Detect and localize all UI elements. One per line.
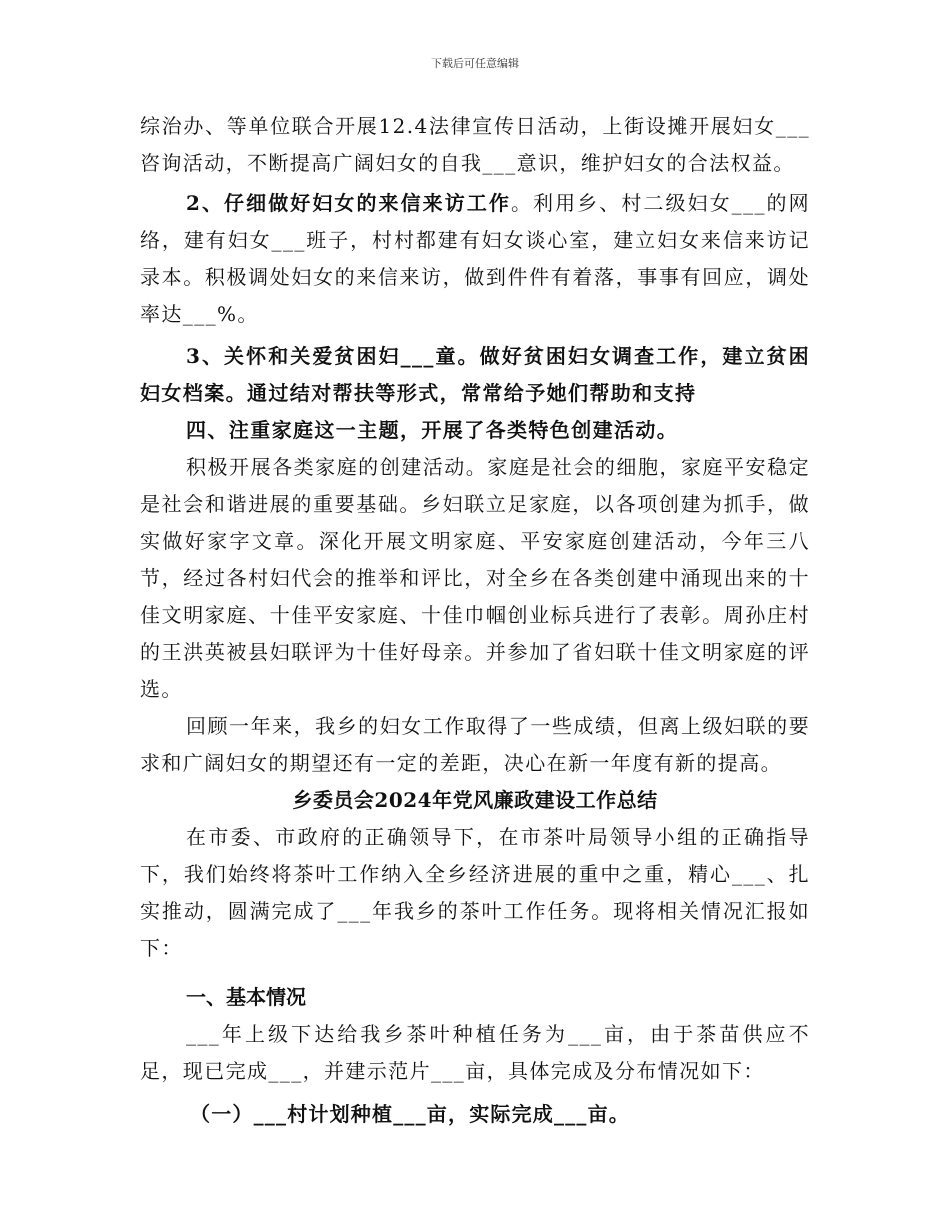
item-2-text: 。利用乡、村二级妇女___的网络，建有妇女___班子，村村都建有妇女谈心室，建立妇女来信来访记录本。积极调处妇女的来信来访，做到件件有着落，事事有回应，调处率达___%。: [140, 191, 811, 326]
section-1-heading: 一、基本情况: [186, 985, 306, 1009]
section-4-heading: 四、注重家庭这一主题，开展了各类特色创建活动。: [186, 418, 679, 442]
document-body: [140, 108, 810, 1133]
subsection-1-heading: （一）___村计划种植___亩，实际完成___亩。: [190, 1102, 630, 1126]
item-2-heading: 2、仔细做好妇女的来信来访工作: [186, 191, 511, 215]
item-3-poor-women: 3、关怀和关爱贫困妇___童。做好贫困妇女调查工作，建立贫困妇女档案。通过结对帮扶等形式，常常给予她们帮助和支持: [140, 344, 810, 405]
page-header: 下载后可任意编辑: [431, 57, 519, 70]
paragraph-letters-visits: [140, 185, 810, 333]
paragraph-introduction: 在市委、市政府的正确领导下，在市茶叶局领导小组的正确指导下，我们始终将茶叶工作纳入全乡经济进展的重中之重，精心___、扎实推动，圆满完成了___年我乡的茶叶工作任务。现将相关情况汇报如下：: [140, 825, 810, 960]
document-title: 乡委员会2024年党风廉政建设工作总结: [292, 788, 658, 812]
paragraph-basic-situation: ___年上级下达给我乡茶叶种植任务为___亩，由于茶苗供应不足，现已完成___，并建示范片___亩，具体完成及分布情况如下：: [140, 1022, 810, 1083]
paragraph-review: 回顾一年来，我乡的妇女工作取得了一些成绩，但离上级妇联的要求和广阔妇女的期望还有一定的差距，决心在新一年度有新的提高。: [140, 714, 810, 775]
paragraph-legal-activity: 综治办、等单位联合开展12.4法律宣传日活动，上街设摊开展妇女___咨询活动，不断提高广阔妇女的自我___意识，维护妇女的合法权益。: [140, 114, 810, 175]
paragraph-family-activities: 积极开展各类家庭的创建活动。家庭是社会的细胞，家庭平安稳定是社会和谐进展的重要基础。乡妇联立足家庭，以各项创建为抓手，做实做好家字文章。深化开展文明家庭、平安家庭创建活动，今年三八节，经过各村妇代会的推举和评比，对全乡在各类创建中涌现出来的十佳文明家庭、十佳平安家庭、十佳巾帼创业标兵进行了表彰。周孙庄村的王洪英被县妇联评为十佳好母亲。并参加了省妇联十佳文明家庭的评选。: [140, 455, 810, 701]
